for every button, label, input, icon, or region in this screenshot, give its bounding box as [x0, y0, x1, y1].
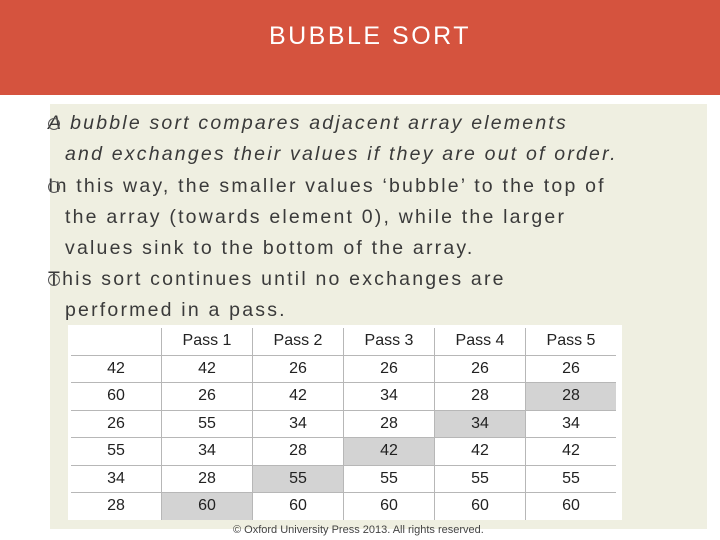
table-cell: 42 [526, 438, 617, 466]
table-cell: 26 [162, 383, 253, 411]
bubble-sort-table [71, 328, 616, 520]
table-cell: 42 [162, 355, 253, 383]
bullet-line: In this way, the smaller values ‘bubble’ to the top of [48, 175, 606, 197]
bullet-line: A bubble sort compares adjacent array elements [48, 112, 568, 134]
table-cell: 55 [71, 438, 162, 466]
table-cell: 28 [71, 493, 162, 520]
table-cell: 26 [526, 355, 617, 383]
table-header-cell: Pass 5 [526, 328, 617, 355]
table-cell: 28 [526, 383, 617, 411]
copyright-footer: © Oxford University Press 2013. All rights reserved. [233, 524, 484, 536]
table-row [71, 355, 616, 383]
table-cell: 55 [526, 465, 617, 493]
table-header-row [71, 328, 616, 355]
bullet-1 [48, 108, 698, 170]
table-cell: 60 [344, 493, 435, 520]
table-header-cell: Pass 3 [344, 328, 435, 355]
table-cell: 60 [562, 497, 580, 515]
table-cell: 55 [253, 465, 344, 493]
table-cell: 34 [253, 410, 344, 438]
table-cell: 42 [253, 383, 344, 411]
table-row [71, 410, 616, 438]
table-cell: 55 [435, 465, 526, 493]
table-cell: 28 [344, 410, 435, 438]
table-cell: 34 [344, 383, 435, 411]
table-row [71, 438, 616, 466]
table-cell: 34 [71, 465, 162, 493]
table-header-cell: Pass 1 [162, 328, 253, 355]
table-cell: 26 [253, 355, 344, 383]
table-cell: 34 [435, 410, 526, 438]
table-cell: 28 [253, 438, 344, 466]
bullet-3 [48, 264, 698, 326]
table-cell: 28 [162, 465, 253, 493]
title-bar [0, 0, 720, 95]
table-cell: 55 [344, 465, 435, 493]
bullet-line: values sink to the bottom of the array. [65, 237, 475, 259]
bullet-line: This sort continues until no exchanges are [48, 268, 506, 290]
table-cell: 42 [435, 438, 526, 466]
table-header-cell: Pass 2 [253, 328, 344, 355]
bullet-line: performed in a pass. [65, 299, 287, 321]
table-row [71, 383, 616, 411]
circle-bullet-icon [48, 181, 60, 193]
table-cell: 55 [162, 410, 253, 438]
bullet-line: and exchanges their values if they are out of order. [65, 143, 618, 165]
table-cell: 26 [435, 355, 526, 383]
table-cell: 60 [435, 493, 526, 520]
table-cell: 42 [344, 438, 435, 466]
bubble-sort-table-container [68, 325, 622, 520]
table-cell: 60 [253, 493, 344, 520]
circle-bullet-icon [48, 274, 60, 286]
table-cell: 60 [162, 493, 253, 520]
table-cell: 60 [71, 383, 162, 411]
table-row [71, 493, 616, 520]
table-cell: 42 [71, 355, 162, 383]
table-cell: 26 [344, 355, 435, 383]
table-cell: 26 [71, 410, 162, 438]
table-header-cell [71, 328, 162, 355]
bullet-line: the array (towards element 0), while the larger [65, 206, 567, 228]
table-cell: 34 [162, 438, 253, 466]
table-row [71, 465, 616, 493]
bullet-2 [48, 171, 698, 264]
circle-bullet-icon [48, 118, 60, 130]
table-cell: 28 [435, 383, 526, 411]
slide-title: BUBBLE SORT [268, 22, 472, 50]
table-header-cell: Pass 4 [435, 328, 526, 355]
table-cell: 34 [526, 410, 617, 438]
